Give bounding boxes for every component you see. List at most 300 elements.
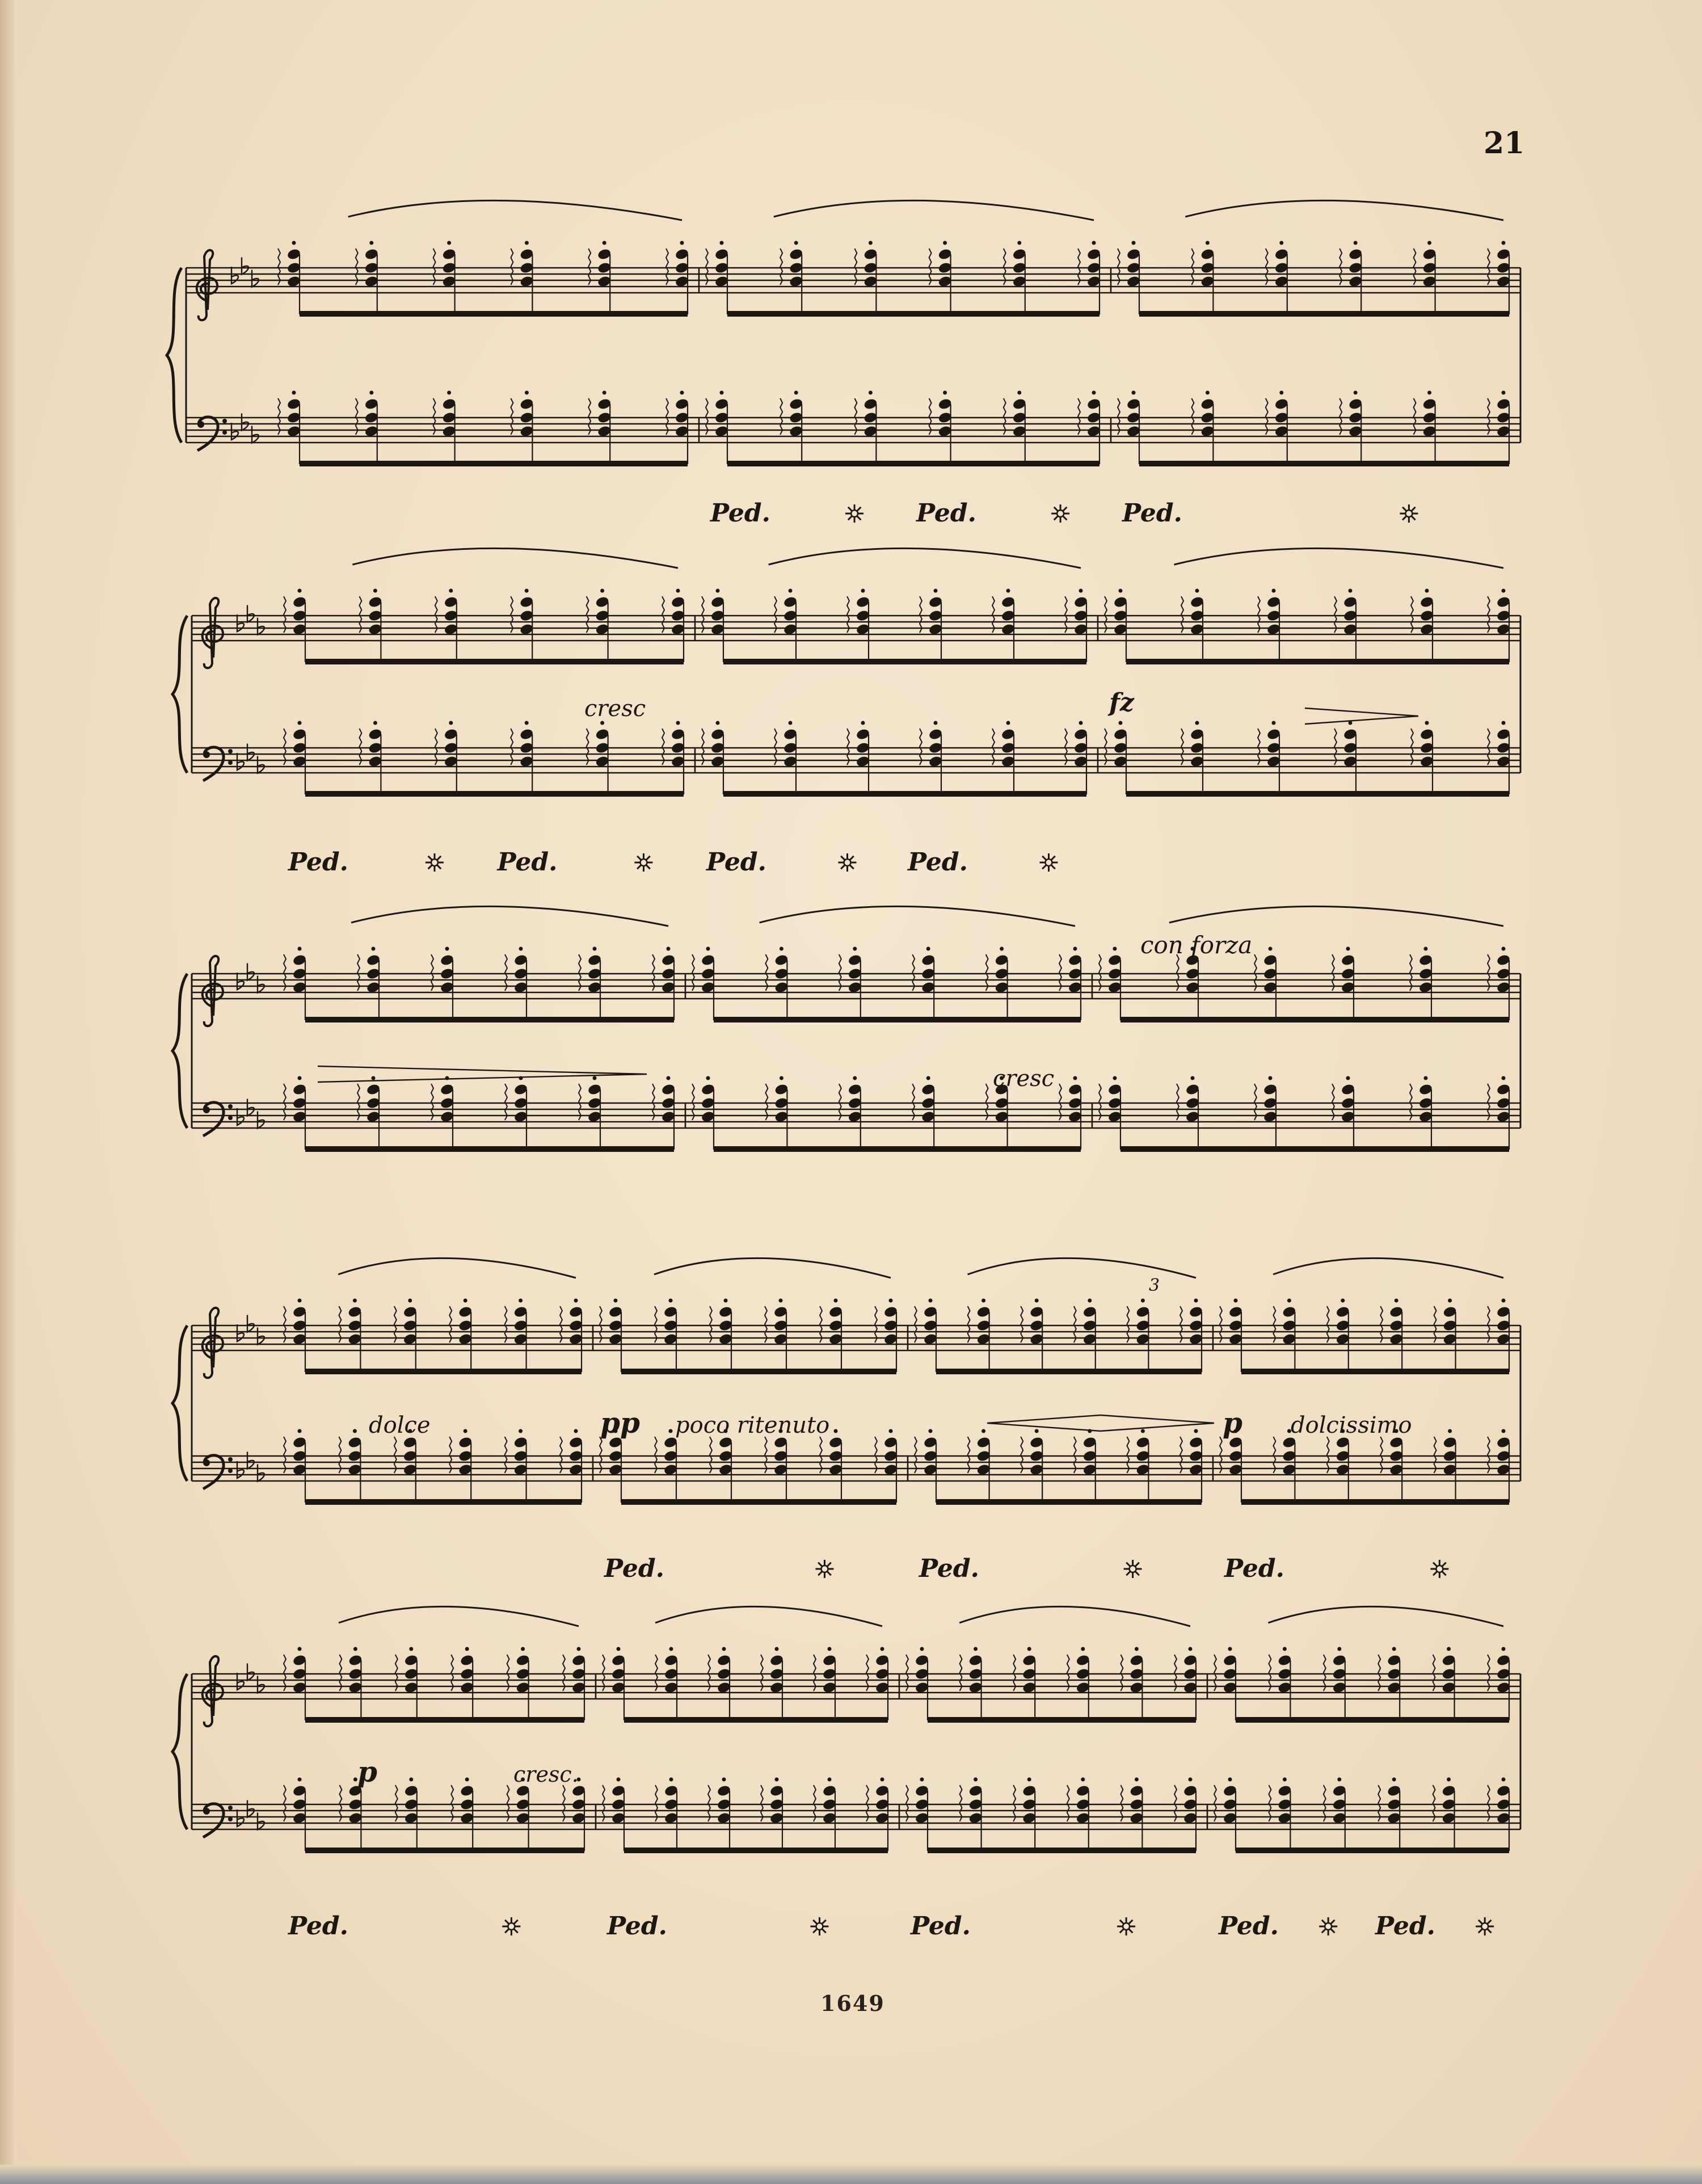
arpeggio-squiggle [692, 954, 694, 991]
staccato-dot [1135, 1647, 1139, 1651]
chord [780, 241, 803, 315]
bass-clef-dot [197, 421, 204, 428]
arpeggio-squiggle [395, 1655, 398, 1691]
arpeggio-squiggle [339, 1306, 341, 1343]
chord [284, 1076, 307, 1150]
chord [839, 947, 862, 1021]
staccato-dot [519, 1299, 523, 1303]
beam [624, 1717, 888, 1723]
arpeggio-squiggle [1065, 596, 1067, 633]
pedal-release-center [431, 859, 438, 866]
marking-text: con forza [1140, 931, 1253, 959]
beam [936, 1369, 1202, 1374]
arpeggio-squiggle [449, 1306, 452, 1343]
arpeggio-squiggle [1334, 729, 1337, 765]
pedal-release-icon [816, 1560, 834, 1578]
arpeggio-squiggle [702, 729, 704, 765]
staccato-dot [1079, 721, 1083, 725]
staccato-dot [828, 1647, 832, 1651]
chord [820, 1299, 843, 1373]
chord [1191, 391, 1215, 465]
arpeggio-squiggle [284, 729, 286, 765]
staccato-dot [353, 1778, 357, 1782]
chord [1214, 1647, 1237, 1721]
arpeggio-squiggle [1120, 1655, 1123, 1691]
staccato-dot [722, 1778, 726, 1782]
staccato-dot [1502, 241, 1506, 245]
pedal-marking: Ped. [607, 1912, 667, 1941]
arpeggio-squiggle [395, 1785, 398, 1821]
staccato-dot [1448, 1429, 1452, 1433]
bass-staff [186, 391, 1520, 467]
pedal-marking: Ped. [1219, 1912, 1279, 1941]
pedal-release-center [1405, 510, 1412, 517]
chord [600, 1299, 623, 1373]
chord [579, 947, 602, 1021]
flat-icon [237, 973, 244, 990]
chord [1488, 391, 1511, 465]
staccato-dot [1132, 241, 1136, 245]
page-number: 21 [1484, 126, 1525, 161]
chord [435, 721, 458, 795]
chord [1074, 1429, 1097, 1503]
arpeggio-squiggle [655, 1655, 658, 1691]
arpeggio-squiggle [1488, 1655, 1490, 1691]
staccato-dot [521, 1647, 525, 1651]
arpeggio-squiggle [652, 1084, 655, 1120]
marking-text: dolcissimo [1291, 1412, 1412, 1438]
bass-clef-dot [203, 1808, 210, 1815]
staccato-dot [1195, 589, 1199, 593]
staccato-dot [934, 721, 938, 725]
arpeggio-squiggle [1327, 1437, 1329, 1473]
staccato-dot [1502, 721, 1506, 725]
chord [710, 1299, 733, 1373]
chord [986, 947, 1009, 1021]
chord [875, 1429, 898, 1503]
staccato-dot [292, 391, 296, 395]
pedal-release-icon [1051, 504, 1069, 523]
phrase-slur [1273, 1258, 1503, 1278]
staccato-dot [669, 1299, 673, 1303]
chord [339, 1299, 362, 1373]
bass-staff-lines [192, 748, 1520, 773]
pedal-release-icon [811, 1917, 829, 1935]
chord [395, 1778, 419, 1851]
staccato-dot [465, 1647, 469, 1651]
chord [920, 589, 943, 663]
staccato-dot [1425, 589, 1429, 593]
staccato-dot [600, 589, 604, 593]
chord [765, 1429, 788, 1503]
treble-staff-lines [192, 1325, 1520, 1350]
chord [780, 391, 803, 465]
chord [433, 391, 457, 465]
pedal-release-icon [839, 853, 857, 872]
pedal-release-icon [1430, 1560, 1448, 1578]
chord [1214, 1778, 1237, 1851]
phrase-slur [338, 1258, 576, 1278]
arpeggio-squiggle [706, 249, 708, 285]
pedal-marking: Ped. [1224, 1554, 1284, 1583]
chord [1433, 1647, 1456, 1721]
phrase-slur [655, 1606, 882, 1626]
dynamic-fz: fz [1109, 688, 1134, 717]
staccato-dot [676, 721, 680, 725]
pedal-marking: Ped. [288, 848, 348, 877]
arpeggio-squiggle [1099, 1084, 1101, 1120]
chord [1339, 241, 1363, 315]
brace [167, 268, 182, 443]
arpeggio-squiggle [356, 398, 358, 435]
flat-icon [237, 1673, 244, 1690]
staccato-dot [1502, 1647, 1506, 1651]
staccato-dot [1424, 1076, 1428, 1080]
arpeggio-squiggle [761, 1785, 763, 1821]
bass-staff [192, 1076, 1520, 1152]
arpeggio-squiggle [765, 1437, 767, 1473]
arpeggio-squiggle [587, 729, 589, 765]
chord [960, 1647, 983, 1721]
chord [1065, 721, 1088, 795]
arpeggio-squiggle [1220, 1306, 1222, 1343]
staccato-dot [408, 1299, 412, 1303]
chord [1414, 241, 1437, 315]
arpeggio-squiggle [1488, 729, 1490, 765]
treble-clef-icon [203, 1656, 223, 1726]
staccato-dot [780, 947, 783, 951]
arpeggio-squiggle [505, 1437, 507, 1473]
chord [505, 1299, 528, 1373]
chord [692, 947, 715, 1021]
bass-staff-lines [186, 418, 1520, 443]
phrase-slur [352, 548, 678, 568]
chord [854, 391, 878, 465]
chord [915, 1429, 938, 1503]
arpeggio-squiggle [600, 1437, 602, 1473]
staccato-dot [1017, 241, 1021, 245]
chord [1378, 1778, 1401, 1851]
chord [1180, 1299, 1203, 1373]
staccato-dot [881, 1778, 884, 1782]
chord [357, 947, 381, 1021]
staccato-dot [828, 1778, 832, 1782]
pedal-release-center [1046, 859, 1052, 866]
pedal-release-center [821, 1566, 828, 1572]
chord [451, 1778, 474, 1851]
arpeggio-squiggle [968, 1437, 970, 1473]
staccato-dot [920, 1778, 924, 1782]
arpeggio-squiggle [1339, 398, 1342, 435]
staccato-dot [920, 1647, 924, 1651]
chord [1174, 1778, 1198, 1851]
arpeggio-squiggle [1180, 1306, 1182, 1343]
chord [814, 1778, 837, 1851]
staccato-dot [1427, 391, 1431, 395]
beam [305, 1146, 674, 1152]
chord [603, 1647, 626, 1721]
arpeggio-squiggle [774, 729, 777, 765]
arpeggio-squiggle [1258, 596, 1260, 633]
pedal-release-center [1436, 1566, 1443, 1572]
staccato-dot [926, 947, 930, 951]
staccato-dot [775, 1647, 779, 1651]
beam [305, 1717, 584, 1723]
arpeggio-squiggle [710, 1306, 712, 1343]
arpeggio-squiggle [1488, 1785, 1490, 1821]
chord [1332, 1076, 1355, 1150]
chord [692, 1076, 715, 1150]
chord [1120, 1778, 1144, 1851]
pedal-marking: Ped. [1375, 1912, 1435, 1941]
chord [774, 721, 798, 795]
staccato-dot [603, 391, 606, 395]
phrase-slur [760, 906, 1075, 926]
chord [511, 241, 534, 315]
arpeggio-squiggle [1065, 729, 1067, 765]
arpeggio-squiggle [284, 1084, 286, 1120]
chord [1488, 1429, 1511, 1503]
staccato-dot [680, 391, 684, 395]
treble-staff-lines [192, 616, 1520, 641]
staccato-dot [1194, 1429, 1198, 1433]
chord [906, 1647, 929, 1721]
chord [854, 241, 878, 315]
chord [1433, 1778, 1456, 1851]
staccato-dot [1035, 1429, 1039, 1433]
staccato-dot [853, 947, 857, 951]
arpeggio-squiggle [1105, 596, 1107, 633]
staccato-dot [724, 1299, 728, 1303]
chord [1334, 589, 1358, 663]
chord [1273, 1299, 1296, 1373]
arpeggio-squiggle [702, 596, 704, 633]
arpeggio-squiggle [875, 1437, 877, 1473]
arpeggio-squiggle [1488, 249, 1490, 285]
staccato-dot [1206, 391, 1210, 395]
staccato-dot [775, 1778, 779, 1782]
arpeggio-squiggle [820, 1306, 822, 1343]
arpeggio-squiggle [1013, 1785, 1016, 1821]
pedal-release-center [1057, 510, 1064, 517]
phrase-slur [1174, 548, 1504, 568]
pedal-release-icon [502, 1917, 520, 1935]
chord [356, 391, 379, 465]
chord [655, 1299, 678, 1373]
arpeggio-squiggle [929, 398, 932, 435]
arpeggio-squiggle [511, 729, 513, 765]
marking-text: cresc. [513, 1762, 579, 1787]
arpeggio-squiggle [1127, 1437, 1129, 1473]
chord [1488, 1647, 1511, 1721]
chord [1220, 1299, 1243, 1373]
arpeggio-squiggle [1120, 1785, 1123, 1821]
arpeggio-squiggle [394, 1437, 397, 1473]
staccato-dot [716, 589, 720, 593]
arpeggio-squiggle [1433, 1785, 1435, 1821]
chord [1411, 721, 1434, 795]
staccato-dot [929, 1299, 933, 1303]
arpeggio-squiggle [986, 1084, 988, 1120]
pedal-marking: Ped. [908, 848, 968, 877]
staccato-dot [1272, 589, 1276, 593]
chord [992, 721, 1016, 795]
staccato-dot [298, 1299, 302, 1303]
staccato-dot [464, 1429, 467, 1433]
staccato-dot [1027, 1778, 1031, 1782]
staccato-dot [1119, 589, 1123, 593]
chord [505, 1076, 528, 1150]
staccato-dot [1088, 1299, 1092, 1303]
chord [563, 1647, 586, 1721]
staccato-dot [716, 721, 720, 725]
chord [284, 1429, 307, 1503]
arpeggio-squiggle [1180, 1437, 1182, 1473]
arpeggio-squiggle [588, 249, 591, 285]
chord [1269, 1778, 1292, 1851]
chord [339, 1647, 363, 1721]
staccato-dot [369, 241, 373, 245]
marking-text: cresc [584, 696, 646, 722]
arpeggio-squiggle [915, 1437, 917, 1473]
arpeggio-squiggle [1078, 398, 1080, 435]
chord [915, 1299, 938, 1373]
staccato-dot [1206, 241, 1210, 245]
chord [359, 589, 382, 663]
chord [1074, 1299, 1097, 1373]
arpeggio-squiggle [1181, 596, 1183, 633]
arpeggio-squiggle [820, 1437, 822, 1473]
chord [579, 1076, 602, 1150]
staccato-dot [449, 589, 453, 593]
chord [662, 721, 685, 795]
beam [727, 311, 1099, 317]
staccato-dot [1000, 947, 1004, 951]
chord [511, 721, 534, 795]
pedal-release-icon [1124, 1560, 1142, 1578]
arpeggio-squiggle [960, 1655, 962, 1691]
staccato-dot [298, 1429, 302, 1433]
pedal-release-center [1123, 1923, 1130, 1930]
arpeggio-squiggle [1004, 249, 1006, 285]
beam [305, 1369, 582, 1374]
staccato-dot [869, 391, 873, 395]
staccato-dot [298, 947, 302, 951]
staccato-dot [794, 241, 798, 245]
pedal-release-icon [845, 504, 863, 523]
chord [929, 391, 953, 465]
chord [960, 1778, 983, 1851]
arpeggio-squiggle [992, 596, 995, 633]
staccato-dot [1346, 947, 1350, 951]
arpeggio-squiggle [588, 398, 591, 435]
chord [1099, 1076, 1122, 1150]
arpeggio-squiggle [1118, 249, 1120, 285]
flat-icon [247, 1099, 254, 1116]
chord [1059, 1076, 1082, 1150]
chord [814, 1647, 837, 1721]
marking-text: cresc [993, 1066, 1055, 1092]
staccato-dot [1189, 1647, 1193, 1651]
arpeggio-squiggle [579, 1084, 581, 1120]
pedal-release-center [844, 859, 851, 866]
beam [621, 1499, 896, 1505]
chord [431, 947, 454, 1021]
phrase-slur [1268, 1606, 1503, 1626]
staccato-dot [669, 1429, 673, 1433]
bass-clef-dot [228, 1457, 233, 1462]
staccato-dot [1502, 1299, 1506, 1303]
chord [1266, 241, 1289, 315]
staccato-dot [1132, 391, 1136, 395]
chord [929, 241, 953, 315]
staccato-dot [298, 1076, 302, 1080]
arpeggio-squiggle [765, 1306, 767, 1343]
chord [278, 391, 301, 465]
staccato-dot [1424, 947, 1428, 951]
staccato-dot [1346, 1076, 1350, 1080]
staccato-dot [1283, 1647, 1287, 1651]
arpeggio-squiggle [1177, 1084, 1179, 1120]
phrase-slur [774, 200, 1094, 220]
chord [1334, 721, 1358, 795]
chord [839, 1076, 862, 1150]
chord [1013, 1647, 1037, 1721]
arpeggio-squiggle [1273, 1306, 1275, 1343]
staccato-dot [1073, 1076, 1077, 1080]
staccato-dot [353, 1429, 357, 1433]
arpeggio-squiggle [284, 1437, 286, 1473]
flat-icon [247, 963, 254, 981]
staccato-dot [1135, 1778, 1139, 1782]
chord [1488, 947, 1511, 1021]
chord [1410, 1076, 1433, 1150]
chord [278, 241, 301, 315]
arpeggio-squiggle [1324, 1785, 1326, 1821]
arpeggio-squiggle [986, 954, 988, 991]
phrase-slur [351, 906, 668, 926]
staccato-dot [794, 391, 798, 395]
staccato-dot [1228, 1778, 1232, 1782]
staccato-dot [1189, 1778, 1193, 1782]
arpeggio-squiggle [1258, 729, 1260, 765]
flat-icon [247, 1452, 254, 1469]
arpeggio-squiggle [603, 1655, 605, 1691]
chord [560, 1299, 583, 1373]
beam [300, 311, 688, 317]
arpeggio-squiggle [708, 1655, 710, 1691]
beam [714, 1146, 1081, 1152]
chord [1105, 721, 1128, 795]
staccato-dot [720, 391, 724, 395]
chord [1488, 241, 1511, 315]
arpeggio-squiggle [356, 249, 358, 285]
arpeggio-squiggle [451, 1785, 453, 1821]
chord [655, 1429, 678, 1503]
staccato-dot [409, 1647, 413, 1651]
staccato-dot [519, 1429, 523, 1433]
staccato-dot [1283, 1778, 1287, 1782]
arpeggio-squiggle [1332, 1084, 1334, 1120]
arpeggio-squiggle [1214, 1655, 1216, 1691]
flat-icon [258, 976, 264, 993]
chord [284, 1299, 307, 1373]
staccato-dot [1448, 1299, 1452, 1303]
chord [652, 1076, 676, 1150]
staccato-dot [1392, 1647, 1396, 1651]
pedal-marking: Ped. [710, 499, 770, 528]
beam [1126, 791, 1509, 797]
